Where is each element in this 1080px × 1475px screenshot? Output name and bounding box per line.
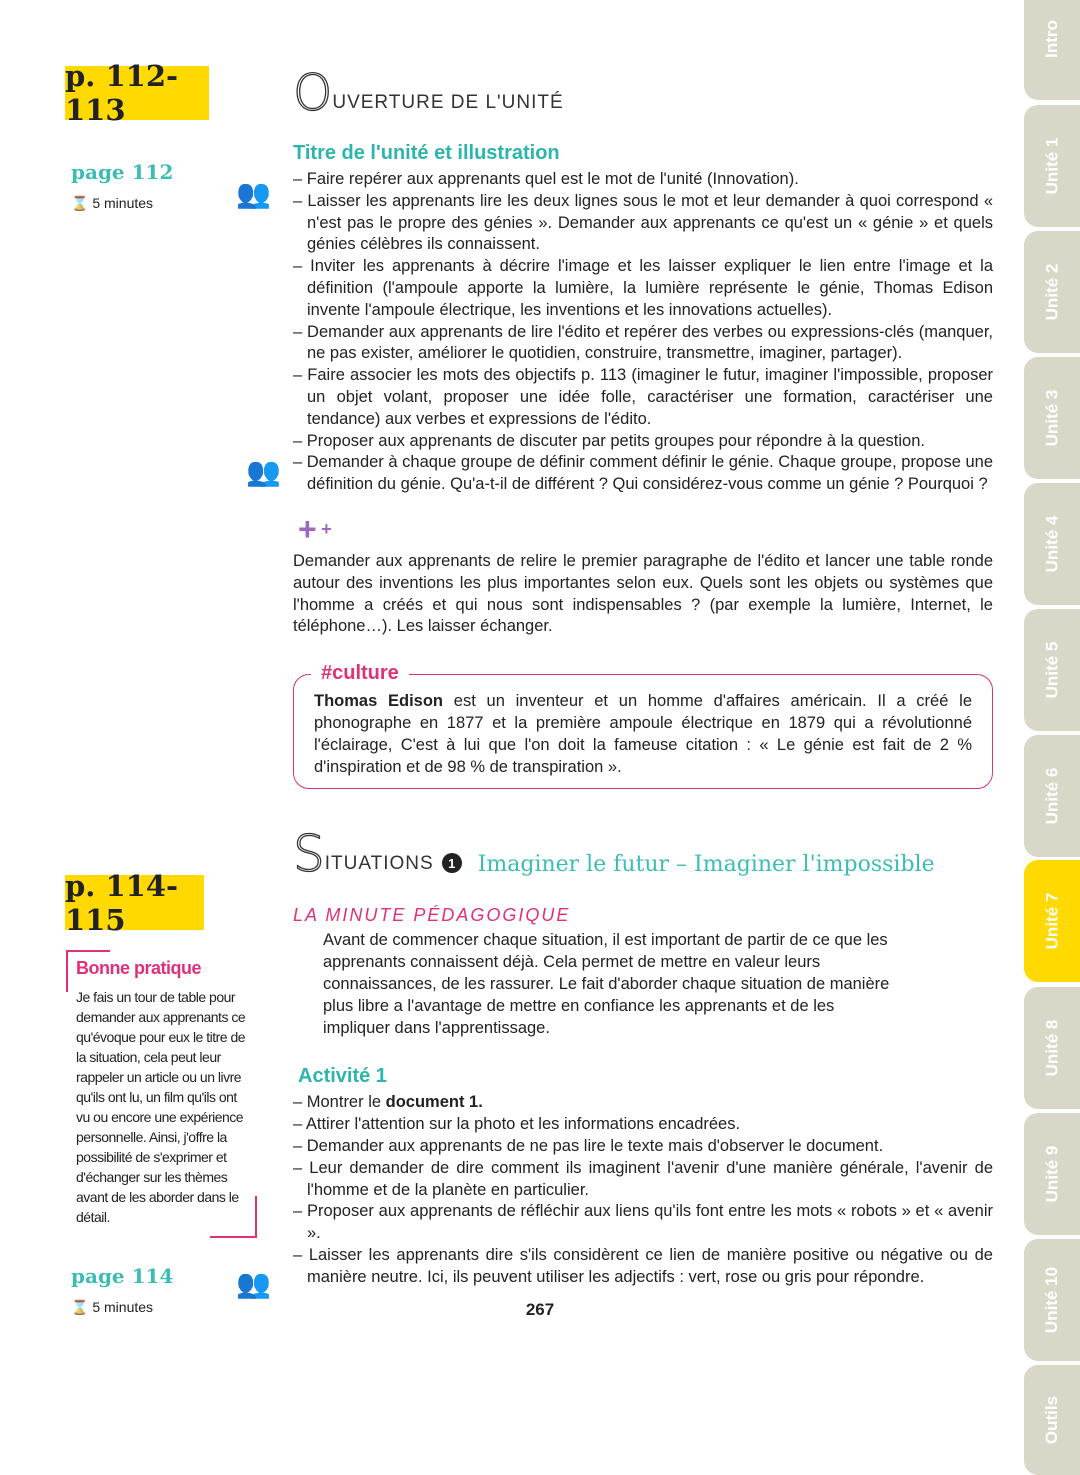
tab-label: Unité 5 (1042, 641, 1061, 699)
tab-label: Unité 9 (1042, 1145, 1061, 1203)
duration-text: 5 minutes (92, 195, 154, 211)
tab-label: Unité 4 (1042, 515, 1061, 573)
tab-unite-7[interactable] (1024, 860, 1080, 982)
minute-text: Avant de commencer chaque situation, il est important de partir de ce que les apprenants connaissent déjà. Cela permet de mettre en valeur leurs connaissances, de les rassurer. Le fait d'aborder chaque situation de manière plus libre a l'avantage de mettre en confiance les apprenants et de les impliquer dans l'apprentissage. (323, 931, 890, 1037)
list-item (293, 1092, 993, 1114)
section-title: ITUATIONS (324, 853, 434, 875)
plus-plus-icon: + + (298, 510, 332, 547)
list-item: – Attirer l'attention sur la photo et les informations encadrées. (293, 1115, 741, 1134)
situation-number: 1 (442, 853, 462, 873)
page-label: page 112 (71, 160, 174, 184)
culture-text (314, 691, 972, 778)
tab-label: Outils (1041, 1395, 1061, 1445)
situation-title: Imaginer le futur – Imaginer l'impossible (477, 852, 935, 878)
hourglass-icon: ⌛ (71, 195, 89, 211)
culture-box (293, 662, 993, 789)
list-item: – Laisser les apprenants dire s'ils considèrent ce lien de manière positive ou négative ou de manière neutre. Ici, ils peuvent utiliser les adjectifs : vert, rose ou gris pour répondre. (293, 1245, 993, 1286)
page-label: page 114 (71, 1264, 174, 1288)
culture-body: est un inventeur et un homme d'affaires américain. Il a créé le phonographe en 1877 et la première ampoule électrique en 1879 qui a révolutionné l'éclairage, C'est à lui que l'on doit la fameuse citation : « Le génie est fait de 2 % d'inspiration et de 98 % de transpiration ». (314, 692, 972, 776)
pages-badge: p. 112-113 (65, 66, 209, 120)
tab-label: Unité 2 (1042, 263, 1061, 321)
page-number-text: 267 (525, 1300, 555, 1320)
tab-label: Unité 3 (1042, 389, 1061, 447)
big-initial: O (293, 64, 333, 122)
tab-unite-9[interactable] (1024, 1113, 1080, 1235)
item-text: – Montrer le (293, 1093, 386, 1112)
list-item: – Laisser les apprenants lire les deux lignes sous le mot et leur demander à quoi correspond « n'est pas le propre des génies ». Demander aux apprenants ce qu'est un « génie » et quels génies célèbres ils connaissent. (293, 191, 993, 254)
activity-title: Activité 1 (298, 1065, 387, 1088)
tab-unite-8[interactable] (1024, 987, 1080, 1109)
tab-unite-3[interactable] (1024, 357, 1080, 479)
tab-label: Unité 6 (1042, 767, 1061, 825)
group-icon: 👥 (236, 178, 271, 209)
bonne-pratique-title: Bonne pratique (76, 958, 202, 978)
list-item: – Proposer aux apprenants de réfléchir aux liens qu'ils font entre les mots « robots » et « avenir ». (293, 1202, 993, 1243)
list-item: – Proposer aux apprenants de discuter par petits groupes pour répondre à la question. (293, 431, 925, 450)
tab-label: Unité 8 (1042, 1019, 1061, 1077)
pages-badge: p. 114-115 (65, 875, 204, 930)
tab-intro[interactable] (1024, 0, 1080, 100)
section-heading (293, 825, 993, 884)
tab-unite-2[interactable] (1024, 231, 1080, 353)
subheading: Titre de l'unité et illustration (293, 142, 560, 164)
culture-name: Thomas Edison (314, 692, 444, 711)
page-number (0, 1300, 1080, 1320)
tab-outils[interactable] (1024, 1365, 1080, 1475)
activity-list (293, 1092, 993, 1288)
culture-title: #culture (311, 661, 409, 685)
tab-unite-5[interactable] (1024, 609, 1080, 731)
minute-title: LA MINUTE PÉDAGOGIQUE (293, 905, 571, 926)
list-item: – Inviter les apprenants à décrire l'image et les laisser expliquer le lien entre l'image et la définition (l'ampoule apporte la lumière, la lumière représente le génie, Thomas Edison invente l'ampoule électrique, les inventions et les innovations actuelles). (293, 257, 993, 319)
tab-label: Unité 1 (1042, 137, 1061, 195)
list-item: – Faire associer les mots des objectifs p. 113 (imaginer le futur, imaginer l'impossible, proposer un objet volant, proposer une idée folle, caractériser une formation, caractériser une tendance) aux verbes et expressions de l'édito. (293, 366, 993, 428)
extension-text: Demander aux apprenants de relire le premier paragraphe de l'édito et lancer une table ronde autour des inventions les plus importantes selon eux. Quels sont les objets ou systèmes que l'homme a créés et qui nous sont indispensables ? (par exemple la lumière, Internet, le téléphone…). Les laisser échanger. (293, 551, 993, 636)
section-heading (293, 64, 993, 122)
tab-unite-4[interactable] (1024, 483, 1080, 605)
list-item: – Faire repérer aux apprenants quel est le mot de l'unité (Innovation). (293, 170, 799, 188)
tab-label: Unité 7 (1042, 892, 1061, 950)
duration-text: 5 minutes (92, 1299, 154, 1315)
group-icon: 👥 (236, 1268, 271, 1299)
list-item: – Demander aux apprenants de ne pas lire le texte mais d'observer le document. (293, 1136, 884, 1155)
document-ref: document 1. (385, 1093, 483, 1112)
list-item: – Leur demander de dire comment ils imaginent l'avenir d'une manière générale, l'avenir de l'homme et de la planète en particulier. (293, 1158, 993, 1199)
main-column (293, 64, 993, 1320)
list-item: – Demander à chaque groupe de définir comment définir le génie. Chaque groupe, propose une définition du génie. Qu'a-t-il de différent ? Qui considérez-vous comme un génie ? Pourquoi ? (293, 453, 993, 494)
hourglass-icon: ⌛ (71, 1299, 89, 1315)
section-title: UVERTURE DE L'UNITÉ (332, 92, 564, 113)
bonne-pratique-text: Je fais un tour de table pour demander aux apprenants ce qu'évoque pour eux le titre de la situation, cela peut leur rappeler un article ou un livre qu'ils ont lu, un film qu'ils ont vu ou encore une expérience personnelle. Ainsi, j'offre la possibilité de s'exprimer et d'échanger sur les thèmes avant de les aborder dans le détail. (76, 989, 246, 1225)
tab-unite-1[interactable] (1024, 105, 1080, 227)
tab-label: Intro (1042, 20, 1061, 58)
instructions-list (293, 169, 993, 496)
tab-label: Unité 10 (1042, 1266, 1062, 1334)
tab-unite-6[interactable] (1024, 735, 1080, 857)
big-initial: S (293, 825, 325, 884)
duration (71, 195, 153, 212)
group-icon: 👥 (246, 456, 281, 487)
list-item: – Demander aux apprenants de lire l'édito et repérer des verbes ou expressions-clés (manquer, ne pas exister, améliorer le quotidien, construire, transmettre, imaginer, partager). (293, 322, 993, 363)
